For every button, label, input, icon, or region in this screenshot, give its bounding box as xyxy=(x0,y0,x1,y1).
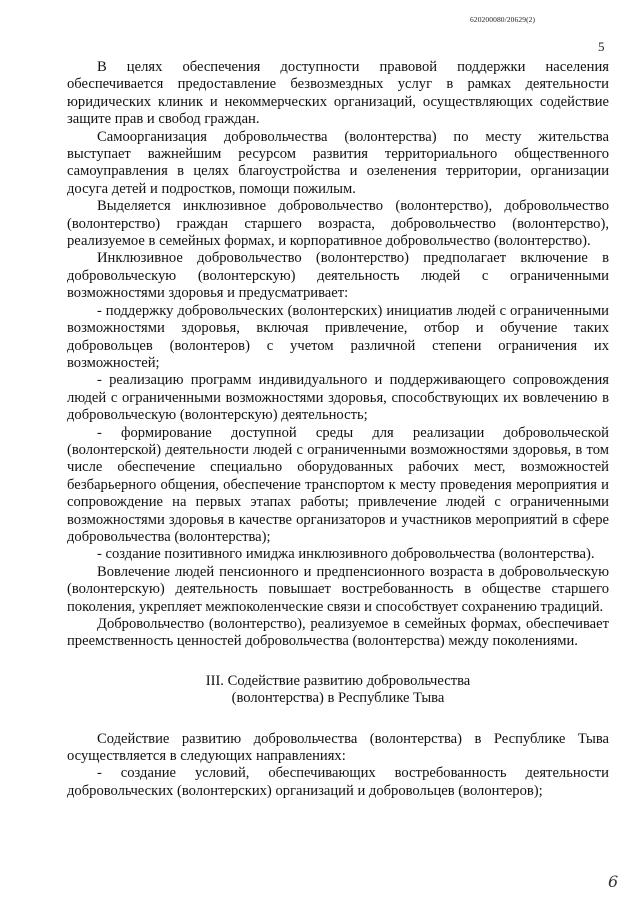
section-heading xyxy=(67,673,609,708)
paragraph: Инклюзивное добровольчество (волонтерство) предполагает включение в добровольческую (волонтерскую) деятельность людей с ограниченными возможностями здоровья и предусматривает: xyxy=(67,250,609,302)
paragraph: Самоорганизация добровольчества (волонтерства) по месту жительства выступает важнейшим ресурсом развития территориального общественного самоуправления в целях благоустройства и озеленения территории, организации досуга детей и подростков, помощи пожилым. xyxy=(67,128,609,197)
section-heading-line: III. Содействие развитию добровольчества xyxy=(205,672,471,689)
document-code: 620200080/20629(2) xyxy=(470,15,536,24)
paragraph: В целях обеспечения доступности правовой поддержки населения обеспечивается предоставление безвозмездных услуг в рамках деятельности юридических клиник и некоммерческих организаций, осуществляющих содействие защите прав и свобод граждан. xyxy=(67,59,609,128)
paragraph: Содействие развитию добровольчества (волонтерства) в Республике Тыва осуществляется в следующих направлениях: xyxy=(67,730,609,765)
list-item: - формирование доступной среды для реализации добровольческой (волонтерской) деятельности людей с ограниченными возможностями здоровья, в том числе обеспечение специально оборудованных рабочих мест, возможностей безбарьерного общения, обеспечение транспортом к месту проведения мероприятия и сопровождение на первых этапах работы; привлечение людей с ограниченными возможностями здоровья в качестве организаторов и участников мероприятий в сфере добровольчества (волонтерства); xyxy=(67,424,609,545)
paragraph: Добровольчество (волонтерство), реализуемое в семейных формах, обеспечивает преемственность ценностей добровольчества (волонтерства) между поколениями. xyxy=(67,616,609,650)
list-item: - поддержку добровольческих (волонтерских) инициатив людей с ограниченными возможностями здоровья, включая привлечение, отбор и обучение таких добровольцев (волонтеров) с учетом различной степени ограничения их возможностей; xyxy=(67,302,609,371)
page-number: 5 xyxy=(598,39,605,54)
section-heading-line: (волонтерства) в Республике Тыва xyxy=(231,690,445,707)
document-body xyxy=(67,59,609,800)
paragraph: Вовлечение людей пенсионного и предпенсионного возраста в добровольческую (волонтерскую) деятельность повышает востребованность в обществе старшего поколения, укрепляет межпоколенческие связи и способствует сохранению традиций. xyxy=(67,563,609,615)
paragraph: Выделяется инклюзивное добровольчество (волонтерство), добровольчество (волонтерство) граждан старшего возраста, добровольчество (волонтерство), реализуемое в семейных формах, и корпоративное добровольчество (волонтерство). xyxy=(67,198,609,250)
list-item: - создание позитивного имиджа инклюзивного добровольчества (волонтерства). xyxy=(97,546,595,563)
list-item: - создание условий, обеспечивающих востребованность деятельности добровольческих (волонтерских) организаций и добровольцев (волонтеров); xyxy=(67,765,609,799)
handwritten-page-mark: 6 xyxy=(608,872,619,891)
list-item: - реализацию программ индивидуального и поддерживающего сопровождения людей с ограниченными возможностями здоровья, способствующих их вовлечению в добровольческую (волонтерскую) деятельность; xyxy=(67,372,609,424)
